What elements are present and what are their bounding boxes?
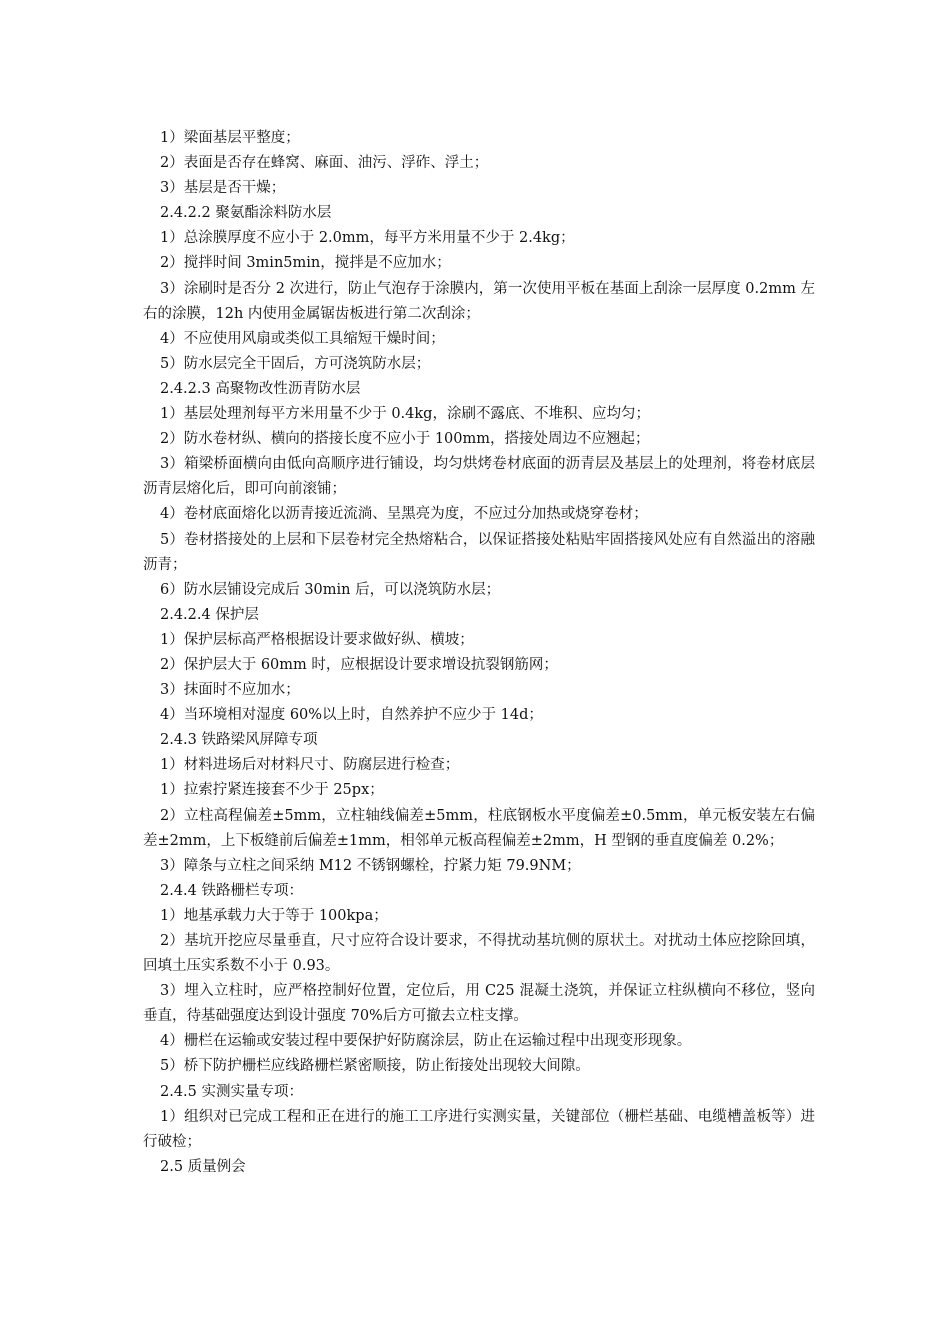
paragraph-excavation: 2）基坑开挖应尽量垂直，尺寸应符合设计要求，不得扰动基坑侧的原状土。对扰动土体应挖除回填，回填土压实系数不小于 0.93。: [143, 933, 815, 975]
paragraph-no-water: 3）抹面时不应加水；: [160, 682, 300, 699]
paragraph-no-fan: 4）不应使用风扇或类似工具缩短干燥时间；: [160, 330, 445, 347]
section-heading-2-4-5: 2.4.5 实测实量专项：: [160, 1083, 304, 1100]
paragraph-measurement: 1）组织对已完成工程和正在进行的施工工序进行实测实量，关键部位（栅栏基础、电缆槽盖板等）进行破检；: [143, 1108, 815, 1150]
section-heading-2-5: 2.5 质量例会: [160, 1158, 246, 1175]
paragraph-pour-after-30min: 6）防水层铺设完成后 30min 后，可以浇筑防水层；: [160, 581, 501, 598]
paragraph-material-inspection: 1）材料进场后对材料尺寸、防腐层进行检查；: [160, 757, 460, 774]
paragraph-bearing-capacity: 1）地基承载力大于等于 100kpa；: [160, 907, 388, 924]
paragraph-two-coats: 3）涂刷时是否分 2 次进行，防止气泡存于涂膜内，第一次使用平板在基面上刮涂一层厚度 0.2mm 左右的涂膜，12h 内使用金属锯齿板进行第二次刮涂；: [143, 280, 815, 322]
paragraph-lap-bonding: 5）卷材搭接处的上层和下层卷材完全热熔粘合，以保证搭接处粘贴牢固搭接风处应有自然溢出的溶融沥青；: [143, 531, 815, 573]
paragraph-rebar-mesh: 2）保护层大于 60mm 时，应根据设计要求增设抗裂钢筋网；: [160, 656, 558, 673]
paragraph-curing: 4）当环境相对湿度 60%以上时，自然养护不应少于 14d；: [160, 707, 543, 724]
paragraph-check-dry: 3）基层是否干燥；: [160, 180, 286, 197]
paragraph-cable-sleeve: 1）拉索拧紧连接套不少于 25px；: [160, 782, 384, 799]
section-heading-2-4-3: 2.4.3 铁路梁风屏障专项: [160, 732, 318, 749]
paragraph-check-surface: 2）表面是否存在蜂窝、麻面、油污、浮砟、浮土；: [160, 155, 489, 172]
section-heading-2-4-2-3: 2.4.2.3 高聚物改性沥青防水层: [160, 380, 361, 397]
paragraph-overlap-length: 2）防水卷材纵、横向的搭接长度不应小于 100mm，搭接处周边不应翘起；: [160, 431, 650, 448]
paragraph-column-embedding: 3）埋入立柱时，应严格控制好位置，定位后，用 C25 混凝土浇筑，并保证立柱纵横向不移位，竖向垂直，待基础强度达到设计强度 70%后方可撤去立柱支撑。: [143, 983, 815, 1025]
paragraph-laying-order: 3）箱梁桥面横向由低向高顺序进行铺设，均匀烘烤卷材底面的沥青层及基层上的处理剂，将卷材底层沥青层熔化后，即可向前滚铺；: [143, 456, 815, 498]
paragraph-slope: 1）保护层标高严格根据设计要求做好纵、横坡；: [160, 631, 474, 648]
paragraph-coating-protection: 4）栅栏在运输或安装过程中要保护好防腐涂层，防止在运输过程中出现变形现象。: [160, 1033, 692, 1050]
paragraph-film-thickness: 1）总涂膜厚度不应小于 2.0mm，每平方米用量不少于 2.4kg；: [160, 230, 575, 247]
document-body: [143, 126, 815, 1180]
paragraph-primer-amount: 1）基层处理剂每平方米用量不少于 0.4kg，涂刷不露底、不堆积、应均匀；: [160, 406, 650, 423]
paragraph-column-tolerance: 2）立柱高程偏差±5mm，立柱轴线偏差±5mm，柱底钢板水平度偏差±0.5mm，单元板安装左右偏差±2mm，上下板缝前后偏差±1mm，相邻单元板高程偏差±2mm，H 型钢的垂直度偏差 0.2%；: [143, 807, 815, 849]
paragraph-fence-connection: 5）桥下防护栅栏应线路栅栏紧密顺接，防止衔接处出现较大间隙。: [160, 1058, 590, 1075]
paragraph-cure-before-pour: 5）防水层完全干固后，方可浇筑防水层；: [160, 355, 431, 372]
section-heading-2-4-2-2: 2.4.2.2 聚氨酯涂料防水层: [160, 205, 332, 222]
paragraph-melting-degree: 4）卷材底面熔化以沥青接近流淌、呈黑亮为度，不应过分加热或烧穿卷材；: [160, 506, 648, 523]
section-heading-2-4-4: 2.4.4 铁路栅栏专项：: [160, 882, 304, 899]
paragraph-mixing-time: 2）搅拌时间 3min5min，搅拌是不应加水；: [160, 255, 451, 272]
paragraph-bolt-torque: 3）障条与立柱之间采纳 M12 不锈钢螺栓，拧紧力矩 79.9NM；: [160, 857, 581, 874]
paragraph-check-flatness: 1）梁面基层平整度；: [160, 130, 300, 146]
section-heading-2-4-2-4: 2.4.2.4 保护层: [160, 606, 259, 623]
